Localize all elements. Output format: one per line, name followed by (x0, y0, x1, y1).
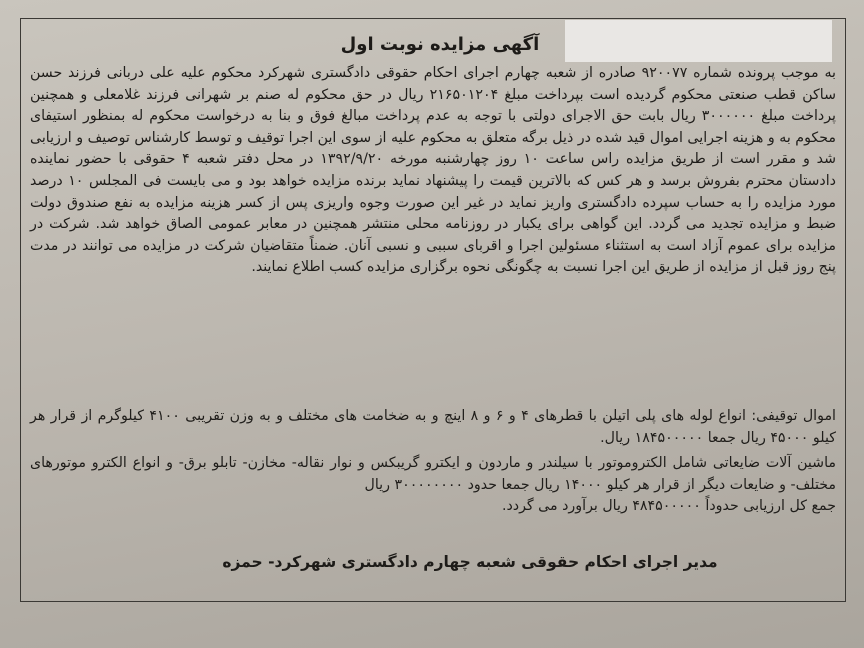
total-valuation: جمع کل ارزیابی حدوداً ۴۸۴۵۰۰۰۰۰ ریال برآورد می گردد. (501, 498, 836, 515)
redacted-area (565, 20, 832, 62)
notice-signature: مدیر اجرای احکام حقوقی شعبه چهارم دادگستری شهرکرد- حمزه (222, 553, 718, 571)
seized-item-pipes: اموال توقیفی: انواع لوله های پلی اتیلن با قطرهای ۴ و ۶ و ۸ اینچ و به ضخامت های مختلف و به وزن تقریبی ۴۱۰۰ کیلوگرم از قرار هر کیلو ۴۵۰۰۰ ریال جمعا ۱۸۴۵۰۰۰۰۰ ریال. (30, 408, 836, 446)
seized-item-machinery: ماشین آلات ضایعاتی شامل الکتروموتور با سیلندر و ماردون و ایکترو گریبکس و نوار نقاله- مخازن- تابلو برق- و انواع الکترو موتورهای مختلف- و ضایعات دیگر از قرار هر کیلو ۱۴۰۰۰ ریال جمعا حدود ۳۰۰۰۰۰۰۰۰ ریال (30, 455, 836, 493)
notice-body: به موجب پرونده شماره ۹۲۰۰۷۷ صادره از شعبه چهارم اجرای احکام حقوقی دادگستری شهرکرد محکوم علیه علی دربانی فرزند حسن ساکن قطب صنعتی محکوم گردیده است بپرداخت مبلغ ۲۱۶۵۰۱۲۰۴ ریال در حق محکوم له صنم بر شهرانی فرزند غلامعلی و همچنین پرداخت مبلغ ۳۰۰۰۰۰۰ ریال بابت حق الاجرای دولتی با توجه به عدم پرداخت مبالغ فوق و بنا به درخواست محکوم له بمنظور استیفای محکوم به و هزینه اجرایی اموال قید شده در ذیل برگه متعلق به محکوم علیه از سوی این اجرا توقیف و توسط کارشناس توصیف و ارزیابی شد و مقرر است از طریق مزایده راس ساعت ۱۰ روز چهارشنبه مورخه ۱۳۹۲/۹/۲۰ در محل دفتر شعبه ۴ حقوقی با حضور نماینده دادستان محترم بفروش برسد و هر کس که بالاترین قیمت را پیشنهاد نماید برنده مزایده خواهد بود و می بایست فی المجلس ۱۰ درصد مورد مزایده را به حساب سپرده دادگستری واریز نماید در غیر این صورت وجوه واریزی پس از کسر هزینه مزایده به نفع صندوق دولت ضبط و مزایده تجدید می گردد. این گواهی برای یکبار در روزنامه محلی منتشر همچنین در معابر عمومی الصاق خواهد شد. شرکت در مزایده برای عموم آزاد است به استثناء مسئولین اجرا و اقربای سببی و نسبی آنان. ضمناً متقاضیان شرکت در مزایده می توانند در مدت پنج روز قبل از مزایده از طریق این اجرا نسبت به چگونگی نحوه برگزاری مزایده کسب اطلاع نمایند. (30, 65, 837, 276)
seized-items (30, 406, 836, 518)
notice-title: آگهی مزایده نوبت اول (340, 34, 540, 55)
